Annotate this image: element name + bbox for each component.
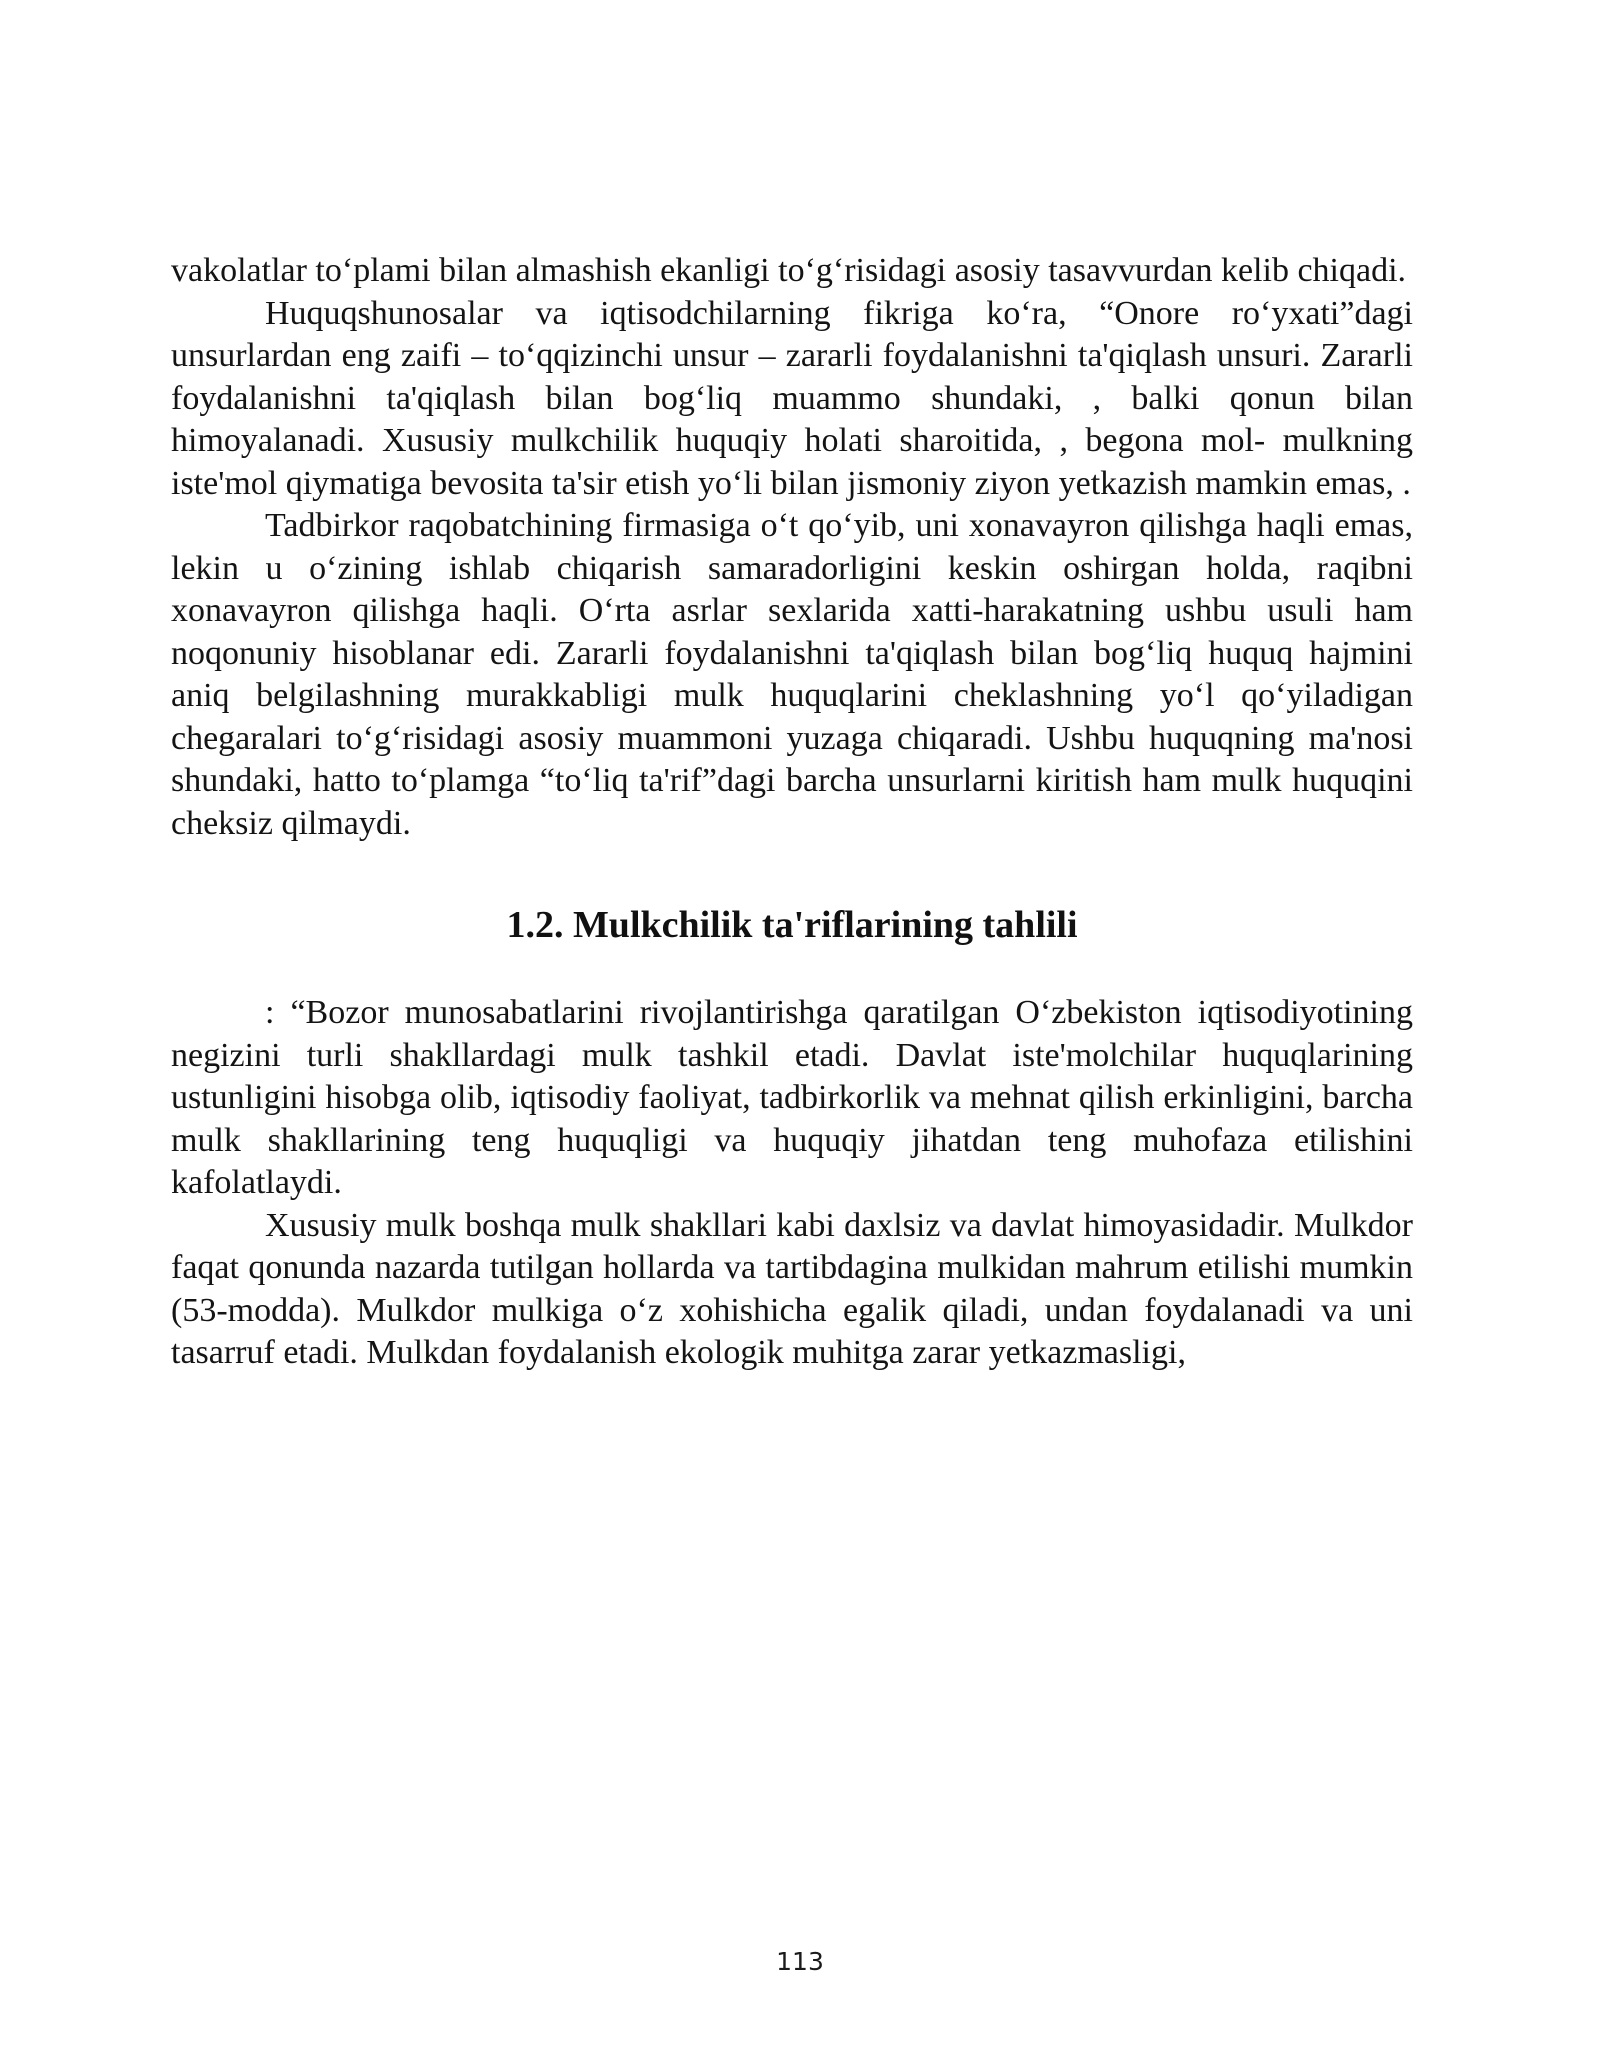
paragraph-market-relations: : “Bozor munosabatlarini rivojlantirishga qaratilgan O‘zbekiston iqtisodiyotining negizini turli shakllardagi mulk tashkil etadi. Davlat iste'molchilar huquqlarining ustunligini hisobga olib, iqtisodiy faoliyat, tadbirkorlik va mehnat qilish erkinligini, barcha mulk shakllarining teng huquqligi va huquqiy jihatdan teng muhofaza etilishini kafolatlaydi. xyxy=(171,994,1413,1201)
document-page xyxy=(171,250,1413,1375)
page-number: 113 xyxy=(776,1947,824,1976)
section-heading: 1.2. Mulkchilik ta'riflarining tahlili xyxy=(506,904,1078,946)
paragraph-entrepreneur: Tadbirkor raqobatchining firmasiga o‘t qo‘yib, uni xonavayron qilishga haqli emas, lekin u o‘zining ishlab chiqarish samaradorligini keskin oshirgan holda, raqibni xonavayron qilishga haqli. O‘rta asrlar sexlarida xatti-harakatning ushbu usuli ham noqonuniy hisoblanar edi. Zararli foydalanishni ta'qiqlash bilan bog‘liq huquq hajmini aniq belgilashning murakkabligi mulk huquqlarini cheklashning yo‘l qo‘yiladigan chegaralari to‘g‘risidagi asosiy muammoni yuzaga chiqaradi. Ushbu huquqning ma'nosi shundaki, hatto to‘plamga “to‘liq ta'rif”dagi barcha unsurlarni kiritish ham mulk huquqini cheksiz qilmaydi. xyxy=(171,507,1413,842)
paragraph-private-property: Xususiy mulk boshqa mulk shakllari kabi daxlsiz va davlat himoyasidadir. Mulkdor faqat qonunda nazarda tutilgan hollarda va tartibdagina mulkidan mahrum etilishi mumkin (53-modda). Mulkdor mulkiga o‘z xohishicha egalik qiladi, undan foydalanadi va uni tasarruf etadi. Mulkdan foydalanish ekologik muhitga zarar yetkazmasligi, xyxy=(171,1206,1413,1371)
paragraph-continued: vakolatlar to‘plami bilan almashish ekanligi to‘g‘risidagi asosiy tasavvurdan kelib chiqadi. xyxy=(171,252,1407,289)
paragraph-onore-list: Huquqshunosalar va iqtisodchilarning fikriga ko‘ra, “Onore ro‘yxati”dagi unsurlardan eng zaifi – to‘qqizinchi unsur – zararli foydalanishni ta'qiqlash unsuri. Zararli foydalanishni ta'qiqlash bilan bog‘liq muammo shundaki, , balki qonun bilan himoyalanadi. Xususiy mulkchilik huquqiy holati sharoitida, , begona mol- mulkning iste'mol qiymatiga bevosita ta'sir etish yo‘li bilan jismoniy ziyon yetkazish mamkin emas, . xyxy=(171,294,1413,502)
